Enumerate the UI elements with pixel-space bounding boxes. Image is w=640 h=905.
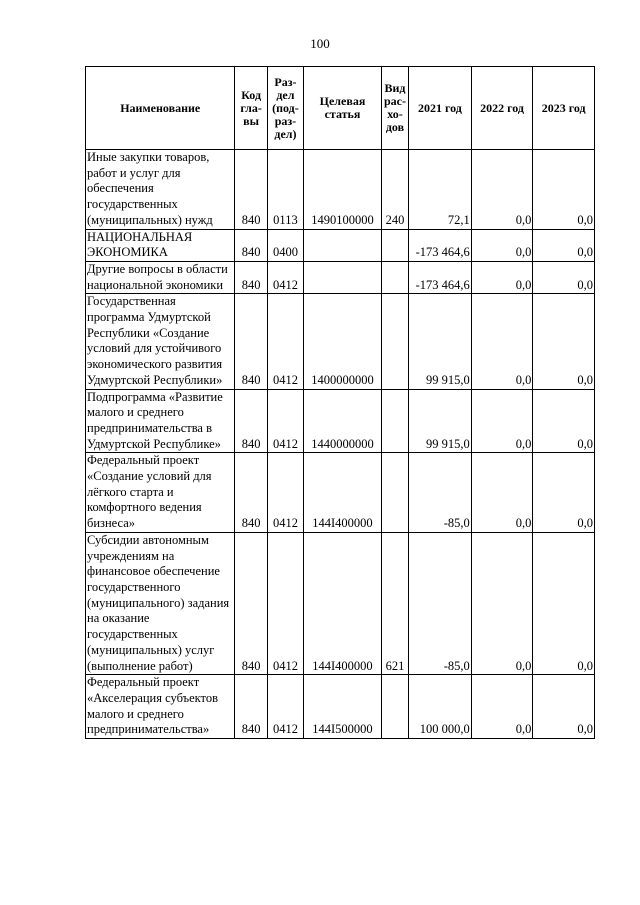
row-expense-type [381, 453, 408, 533]
row-value-2022: 0,0 [471, 261, 533, 293]
header-year-2023: 2023 год [533, 67, 595, 150]
row-name: НАЦИОНАЛЬНАЯ ЭКОНОМИКА [86, 229, 235, 261]
page-number: 100 [310, 36, 330, 51]
row-section-code: 0400 [267, 229, 303, 261]
row-chapter-code: 840 [235, 532, 267, 674]
row-value-2021: -85,0 [409, 453, 472, 533]
row-expense-type: 621 [381, 532, 408, 674]
header-chapter-code: Код гла-вы [235, 67, 267, 150]
table-row [86, 229, 595, 261]
row-target-article [304, 261, 382, 293]
row-value-2022: 0,0 [471, 150, 533, 230]
row-value-2022: 0,0 [471, 453, 533, 533]
row-expense-type: 240 [381, 150, 408, 230]
table-row [86, 675, 595, 739]
row-name: Субсидии автономным учреждениям на финансовое обеспечение государственного (муниципального) задания на оказание государственных (муниципальных) услуг (выполнение работ) [86, 532, 235, 674]
header-row [86, 67, 595, 150]
row-section-code: 0412 [267, 389, 303, 453]
row-chapter-code: 840 [235, 389, 267, 453]
row-value-2022: 0,0 [471, 294, 533, 389]
row-value-2023: 0,0 [533, 675, 595, 739]
row-name: Федеральный проект «Акселерация субъектов малого и среднего предпринимательства» [86, 675, 235, 739]
row-value-2021: 100 000,0 [409, 675, 472, 739]
row-chapter-code: 840 [235, 261, 267, 293]
row-section-code: 0412 [267, 675, 303, 739]
row-name: Государственная программа Удмуртской Республики «Создание условий для устойчивого экономического развития Удмуртской Республики» [86, 294, 235, 389]
row-chapter-code: 840 [235, 150, 267, 230]
row-value-2023: 0,0 [533, 261, 595, 293]
row-chapter-code: 840 [235, 294, 267, 389]
row-name: Федеральный проект «Создание условий для лёгкого старта и комфортного ведения бизнеса» [86, 453, 235, 533]
row-value-2023: 0,0 [533, 150, 595, 230]
row-value-2022: 0,0 [471, 389, 533, 453]
row-value-2021: -85,0 [409, 532, 472, 674]
row-name: Подпрограмма «Развитие малого и среднего предпринимательства в Удмуртской Республике» [86, 389, 235, 453]
row-section-code: 0412 [267, 532, 303, 674]
row-target-article: 144I500000 [304, 675, 382, 739]
row-value-2021: -173 464,6 [409, 229, 472, 261]
table-row [86, 294, 595, 389]
row-chapter-code: 840 [235, 453, 267, 533]
row-name: Другие вопросы в области национальной экономики [86, 261, 235, 293]
header-name: Наименование [86, 67, 235, 150]
row-value-2023: 0,0 [533, 453, 595, 533]
row-chapter-code: 840 [235, 675, 267, 739]
row-value-2021: 99 915,0 [409, 294, 472, 389]
row-value-2023: 0,0 [533, 294, 595, 389]
table-row [86, 453, 595, 533]
row-value-2021: 99 915,0 [409, 389, 472, 453]
header-expense-type: Вид рас-хо-дов [381, 67, 408, 150]
row-value-2022: 0,0 [471, 229, 533, 261]
row-target-article: 1440000000 [304, 389, 382, 453]
row-expense-type [381, 389, 408, 453]
row-section-code: 0412 [267, 453, 303, 533]
row-chapter-code: 840 [235, 229, 267, 261]
row-value-2023: 0,0 [533, 532, 595, 674]
header-year-2021: 2021 год [409, 67, 472, 150]
row-value-2021: 72,1 [409, 150, 472, 230]
row-expense-type [381, 294, 408, 389]
table-row [86, 261, 595, 293]
table-row [86, 532, 595, 674]
budget-table [85, 66, 595, 739]
row-section-code: 0113 [267, 150, 303, 230]
table-row [86, 150, 595, 230]
row-expense-type [381, 675, 408, 739]
row-expense-type [381, 229, 408, 261]
row-target-article: 1490100000 [304, 150, 382, 230]
row-value-2023: 0,0 [533, 389, 595, 453]
row-section-code: 0412 [267, 261, 303, 293]
row-target-article: 144I400000 [304, 453, 382, 533]
row-target-article: 1400000000 [304, 294, 382, 389]
row-expense-type [381, 261, 408, 293]
header-section-code: Раз-дел (под-раз-дел) [267, 67, 303, 150]
row-name: Иные закупки товаров, работ и услуг для обеспечения государственных (муниципальных) нужд [86, 150, 235, 230]
row-value-2022: 0,0 [471, 532, 533, 674]
row-value-2021: -173 464,6 [409, 261, 472, 293]
row-value-2023: 0,0 [533, 229, 595, 261]
header-year-2022: 2022 год [471, 67, 533, 150]
row-value-2022: 0,0 [471, 675, 533, 739]
table-row [86, 389, 595, 453]
row-section-code: 0412 [267, 294, 303, 389]
row-target-article: 144I400000 [304, 532, 382, 674]
header-target-article: Целевая статья [304, 67, 382, 150]
row-target-article [304, 229, 382, 261]
